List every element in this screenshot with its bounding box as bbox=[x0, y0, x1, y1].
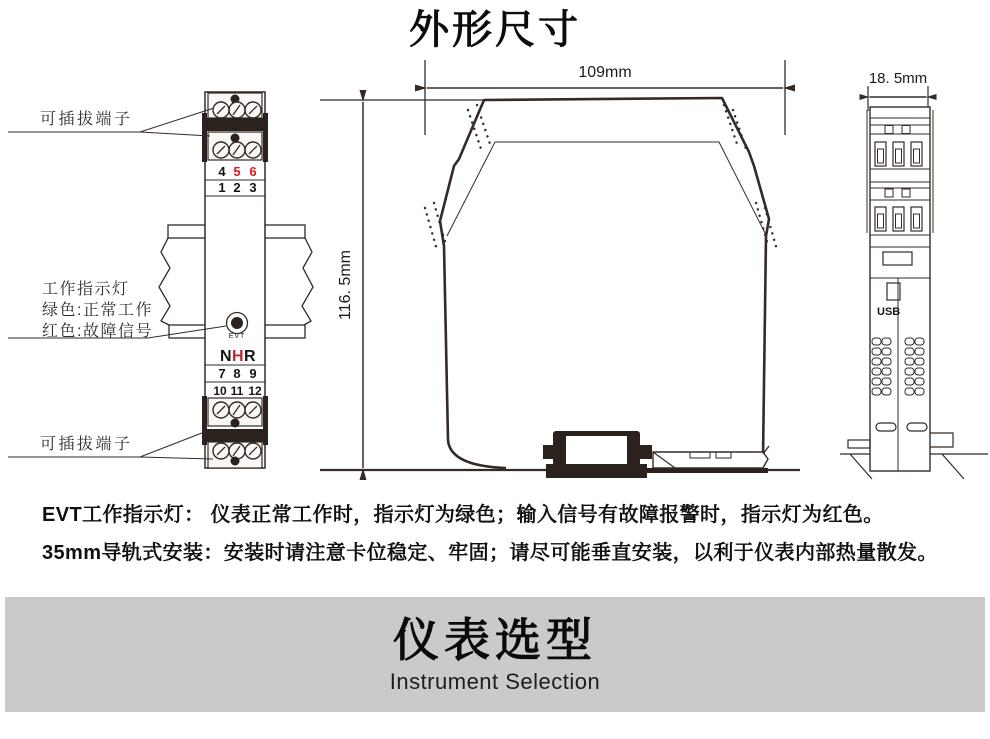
narrow-front-drawing bbox=[840, 55, 990, 480]
banner-subtitle: Instrument Selection bbox=[389, 669, 601, 694]
terminal-number: 6 bbox=[249, 164, 257, 179]
height-dimension bbox=[320, 100, 483, 468]
terminal-number: 7 bbox=[218, 366, 226, 381]
logo-letter-n: N bbox=[220, 348, 232, 365]
width-dim-label: 109mm bbox=[578, 64, 632, 81]
label-pluggable-terminal-bottom: 可插拔端子 bbox=[40, 436, 133, 453]
terminal-number: 11 bbox=[230, 384, 244, 398]
nhr-logo bbox=[220, 348, 256, 365]
side-profile-drawing bbox=[320, 55, 800, 480]
evt-label: EVT bbox=[228, 333, 246, 340]
depth-dim-label: 18. 5mm bbox=[868, 70, 928, 87]
vent-dots bbox=[425, 105, 777, 250]
terminal-number: 8 bbox=[233, 366, 241, 381]
notes-block bbox=[42, 496, 972, 572]
clip-latch bbox=[653, 446, 769, 468]
bottom-terminal-block bbox=[202, 396, 268, 468]
label-pluggable-terminal-top: 可插拔端子 bbox=[40, 111, 133, 128]
terminal-number: 2 bbox=[233, 180, 241, 195]
front-view-drawing bbox=[0, 80, 320, 500]
top-terminal-block bbox=[202, 93, 268, 162]
depth-dimension bbox=[868, 70, 928, 111]
page-title: 外形尺寸 bbox=[409, 8, 581, 52]
terminal-number: 3 bbox=[249, 180, 257, 195]
logo-letter-h: H bbox=[232, 348, 244, 365]
note-evt-indicator: EVT工作指示灯： 仪表正常工作时，指示灯为绿色；输入信号有故障报警时，指示灯为红色。 bbox=[42, 504, 884, 526]
label-indicator-line1: 工作指示灯 bbox=[42, 281, 130, 298]
profile-outline bbox=[440, 98, 769, 468]
terminal-number: 10 bbox=[213, 384, 227, 398]
usb-label: USB bbox=[877, 306, 901, 318]
terminal-number: 12 bbox=[248, 384, 262, 398]
wire-dot bbox=[231, 457, 240, 466]
banner-title: 仪表选型 bbox=[393, 614, 597, 666]
section-banner bbox=[5, 597, 985, 712]
terminal-screws bbox=[213, 402, 261, 418]
terminal-screws bbox=[213, 102, 261, 118]
din-rail-left bbox=[159, 225, 207, 338]
din-rail-right bbox=[263, 225, 313, 338]
wire-dot bbox=[231, 419, 240, 428]
wire-dot bbox=[231, 134, 240, 143]
label-indicator-line2: 绿色:正常工作 bbox=[42, 302, 153, 319]
terminal-number: 5 bbox=[233, 164, 241, 179]
label-indicator-line3: 红色:故障信号 bbox=[42, 323, 153, 340]
note-rail-mounting: 35mm导轨式安装：安装时请注意卡位稳定、牢固；请尽可能垂直安装，以利于仪表内部热量散发。 bbox=[42, 542, 938, 564]
terminal-number: 9 bbox=[249, 366, 257, 381]
terminal-number: 1 bbox=[218, 180, 226, 195]
height-dim-label: 116. 5mm bbox=[337, 250, 354, 320]
terminal-screws bbox=[213, 443, 261, 459]
terminal-number: 4 bbox=[218, 164, 226, 179]
logo-letter-r: R bbox=[244, 348, 256, 365]
terminal-screws bbox=[213, 142, 261, 158]
